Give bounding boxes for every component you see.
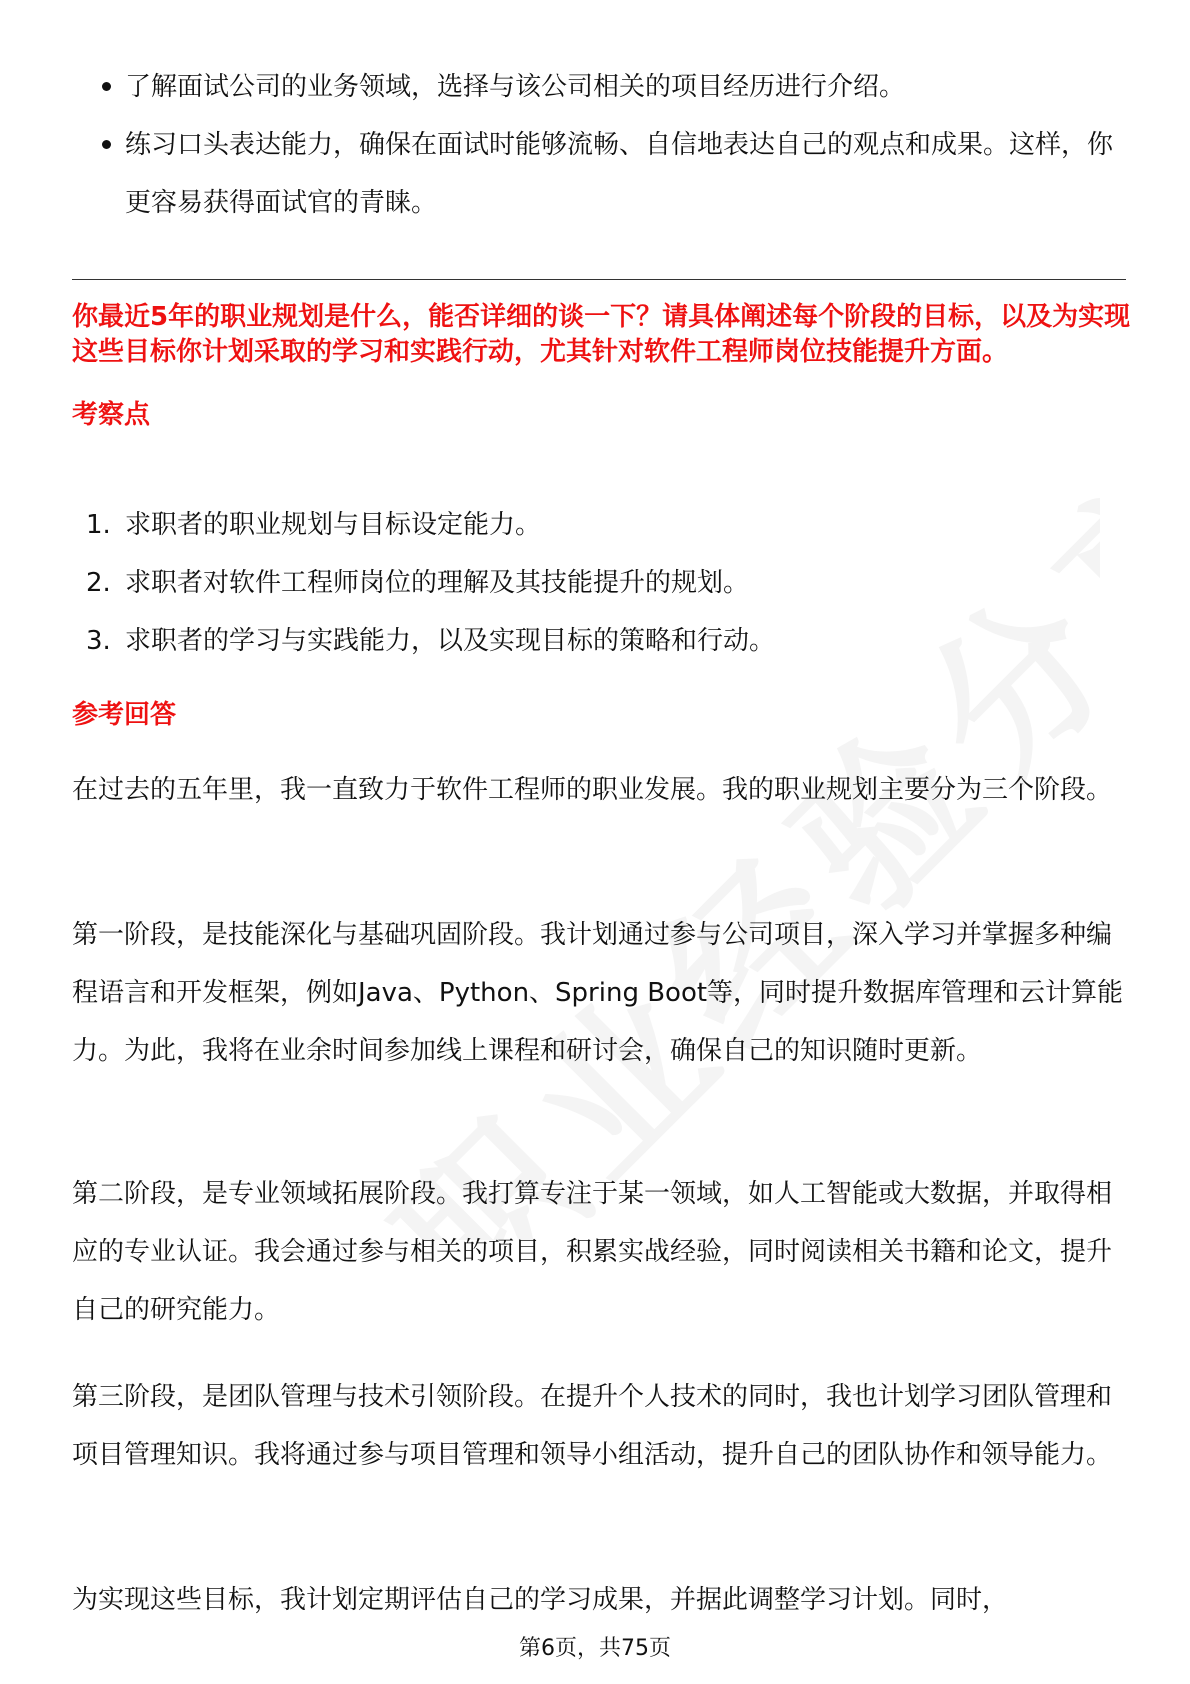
list-text: 求职者对软件工程师岗位的理解及其技能提升的规划。 bbox=[125, 568, 750, 598]
list-number: 2. bbox=[86, 568, 111, 598]
list-item bbox=[72, 554, 1132, 612]
answer-paragraph: 在过去的五年里，我一直致力于软件工程师的职业发展。我的职业规划主要分为三个阶段。 bbox=[72, 775, 1113, 805]
list-item: 了解面试公司的业务领域，选择与该公司相关的项目经历进行介绍。 bbox=[72, 58, 1132, 116]
list-text: 求职者的职业规划与目标设定能力。 bbox=[125, 510, 542, 540]
list-item bbox=[72, 612, 1132, 670]
list-text: 求职者的学习与实践能力，以及实现目标的策略和行动。 bbox=[125, 626, 776, 656]
section-divider bbox=[72, 279, 1126, 280]
page-number: 第6页，共75页 bbox=[519, 1636, 671, 1661]
answer-paragraph: 第一阶段，是技能深化与基础巩固阶段。我计划通过参与公司项目，深入学习并掌握多种编程语言和开发框架，例如Java、Python、Spring Boot等，同时提升数据库管理和云计算能力。为此，我将在业余时间参加线上课程和研讨会，确保自己的知识随时更新。 bbox=[72, 920, 1124, 1066]
intro-bullet-list bbox=[72, 58, 1132, 232]
answer-paragraph: 为实现这些目标，我计划定期评估自己的学习成果，并据此调整学习计划。同时， bbox=[72, 1585, 1009, 1615]
focus-section-title: 考察点 bbox=[72, 400, 151, 430]
question-heading: 你最近5年的职业规划是什么，能否详细的谈一下？请具体阐述每个阶段的目标，以及为实现这些目标你计划采取的学习和实践行动，尤其针对软件工程师岗位技能提升方面。 bbox=[72, 302, 1131, 367]
focus-list bbox=[72, 496, 1132, 670]
list-number: 1. bbox=[86, 510, 111, 540]
list-number: 3. bbox=[86, 626, 111, 656]
answer-paragraph: 第二阶段，是专业领域拓展阶段。我打算专注于某一领域，如人工智能或大数据，并取得相应的专业认证。我会通过参与相关的项目，积累实战经验，同时阅读相关书籍和论文，提升自己的研究能力。 bbox=[72, 1179, 1113, 1325]
list-item bbox=[72, 496, 1132, 554]
list-item: 练习口头表达能力，确保在面试时能够流畅、自信地表达自己的观点和成果。这样，你更容易获得面试官的青睐。 bbox=[72, 116, 1132, 232]
answer-paragraph: 第三阶段，是团队管理与技术引领阶段。在提升个人技术的同时，我也计划学习团队管理和项目管理知识。我将通过参与项目管理和领导小组活动，提升自己的团队协作和领导能力。 bbox=[72, 1382, 1113, 1470]
answer-section-title: 参考回答 bbox=[72, 700, 177, 730]
